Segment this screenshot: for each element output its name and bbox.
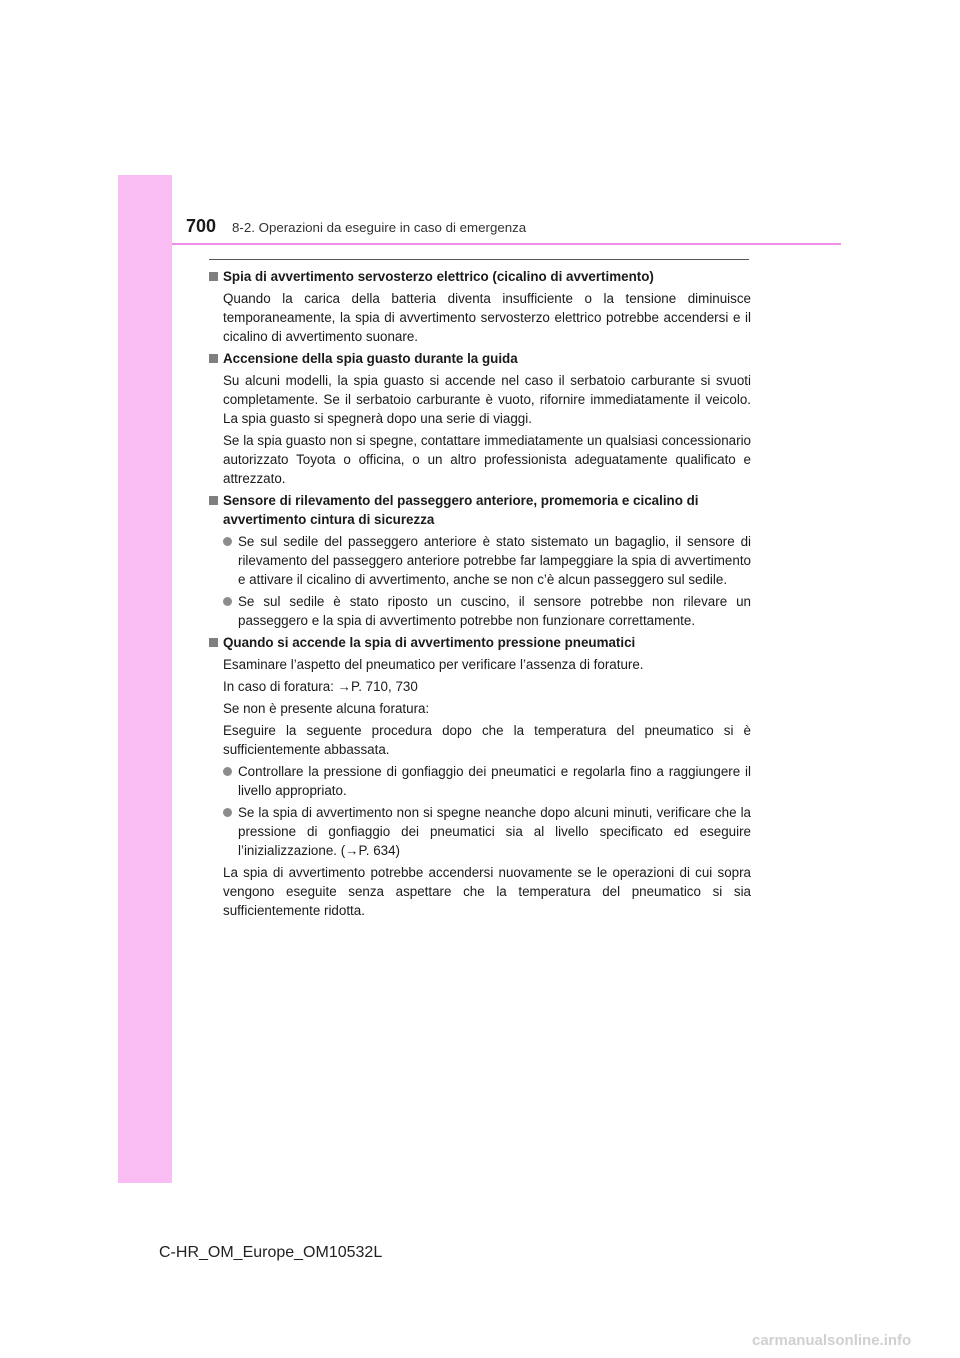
document-code: C-HR_OM_Europe_OM10532L (159, 1244, 383, 1261)
circle-bullet-icon (223, 537, 232, 546)
section-heading (209, 267, 751, 286)
section-heading (209, 491, 751, 529)
bullet-text: Controllare la pressione di gonfiaggio dei pneumatici e regolarla fino a raggiungere il livello appropriato. (238, 764, 751, 798)
square-bullet-icon (209, 272, 218, 281)
bullet-item (209, 762, 751, 800)
section-heading (209, 633, 751, 652)
paragraph: Su alcuni modelli, la spia guasto si accende nel caso il serbatoio carburante si svuoti completamente. Se il serbatoio carburante è vuoto, rifornire immediatamente il veicolo. La spia guasto si spegnerà dopo una serie di viaggi. (223, 373, 751, 426)
heading-text: Accensione della spia guasto durante la guida (223, 351, 518, 366)
page-reference: In caso di foratura: →P. 710, 730 (223, 679, 418, 694)
bullet-text: Se sul sedile del passeggero anteriore è stato sistemato un bagaglio, il sensore di rilevamento del passeggero anteriore potrebbe far lampeggiare la spia di avvertimento e attivare il cicalino di avvertimento, anche se non c’è alcun passeggero sul sedile. (238, 534, 751, 587)
side-color-band (118, 175, 172, 1183)
square-bullet-icon (209, 638, 218, 647)
circle-bullet-icon (223, 767, 232, 776)
page-content (209, 264, 751, 920)
bullet-text: Se sul sedile è stato riposto un cuscino, il sensore potrebbe non rilevare un passeggero e la spia di avvertimento potrebbe non funzionare correttamente. (238, 594, 751, 628)
circle-bullet-icon (223, 597, 232, 606)
bullet-item (209, 592, 751, 630)
paragraph: Quando la carica della batteria diventa insufficiente o la tensione diminuisce temporaneamente, la spia di avvertimento servosterzo elettrico potrebbe accendersi e il cicalino di avvertimento suonare. (223, 291, 751, 344)
heading-text: Quando si accende la spia di avvertimento pressione pneumatici (223, 635, 636, 650)
content-top-rule (209, 259, 749, 260)
paragraph: Esaminare l’aspetto del pneumatico per verificare l’assenza di forature. (223, 657, 644, 672)
paragraph: Eseguire la seguente procedura dopo che la temperatura del pneumatico si è sufficientemente abbassata. (223, 723, 751, 757)
heading-text: Sensore di rilevamento del passeggero anteriore, promemoria e cicalino di avvertimento cintura di sicurezza (223, 493, 699, 527)
heading-text: Spia di avvertimento servosterzo elettrico (cicalino di avvertimento) (223, 269, 654, 284)
header-rule (172, 243, 841, 245)
section-title: 8-2. Operazioni da eseguire in caso di emergenza (232, 220, 527, 235)
paragraph: Se la spia guasto non si spegne, contattare immediatamente un qualsiasi concessionario autorizzato Toyota o officina, o un altro professionista adeguatamente qualificato e attrezzato. (223, 433, 751, 486)
watermark: carmanualsonline.info (752, 1332, 912, 1349)
paragraph: Se non è presente alcuna foratura: (223, 701, 430, 716)
section-heading (209, 349, 751, 368)
bullet-item (209, 532, 751, 589)
square-bullet-icon (209, 354, 218, 363)
bullet-text: Se la spia di avvertimento non si spegne neanche dopo alcuni minuti, verificare che la pressione di gonfiaggio dei pneumatici sia al livello specificato ed eseguire l’inizializzazione. (→P. 634) (238, 805, 751, 858)
paragraph: La spia di avvertimento potrebbe accendersi nuovamente se le operazioni di cui sopra vengono eseguite senza aspettare che la temperatura del pneumatico si sia sufficientemente ridotta. (223, 865, 751, 918)
square-bullet-icon (209, 496, 218, 505)
bullet-item (209, 803, 751, 860)
page-number: 700 (186, 216, 217, 236)
circle-bullet-icon (223, 808, 232, 817)
